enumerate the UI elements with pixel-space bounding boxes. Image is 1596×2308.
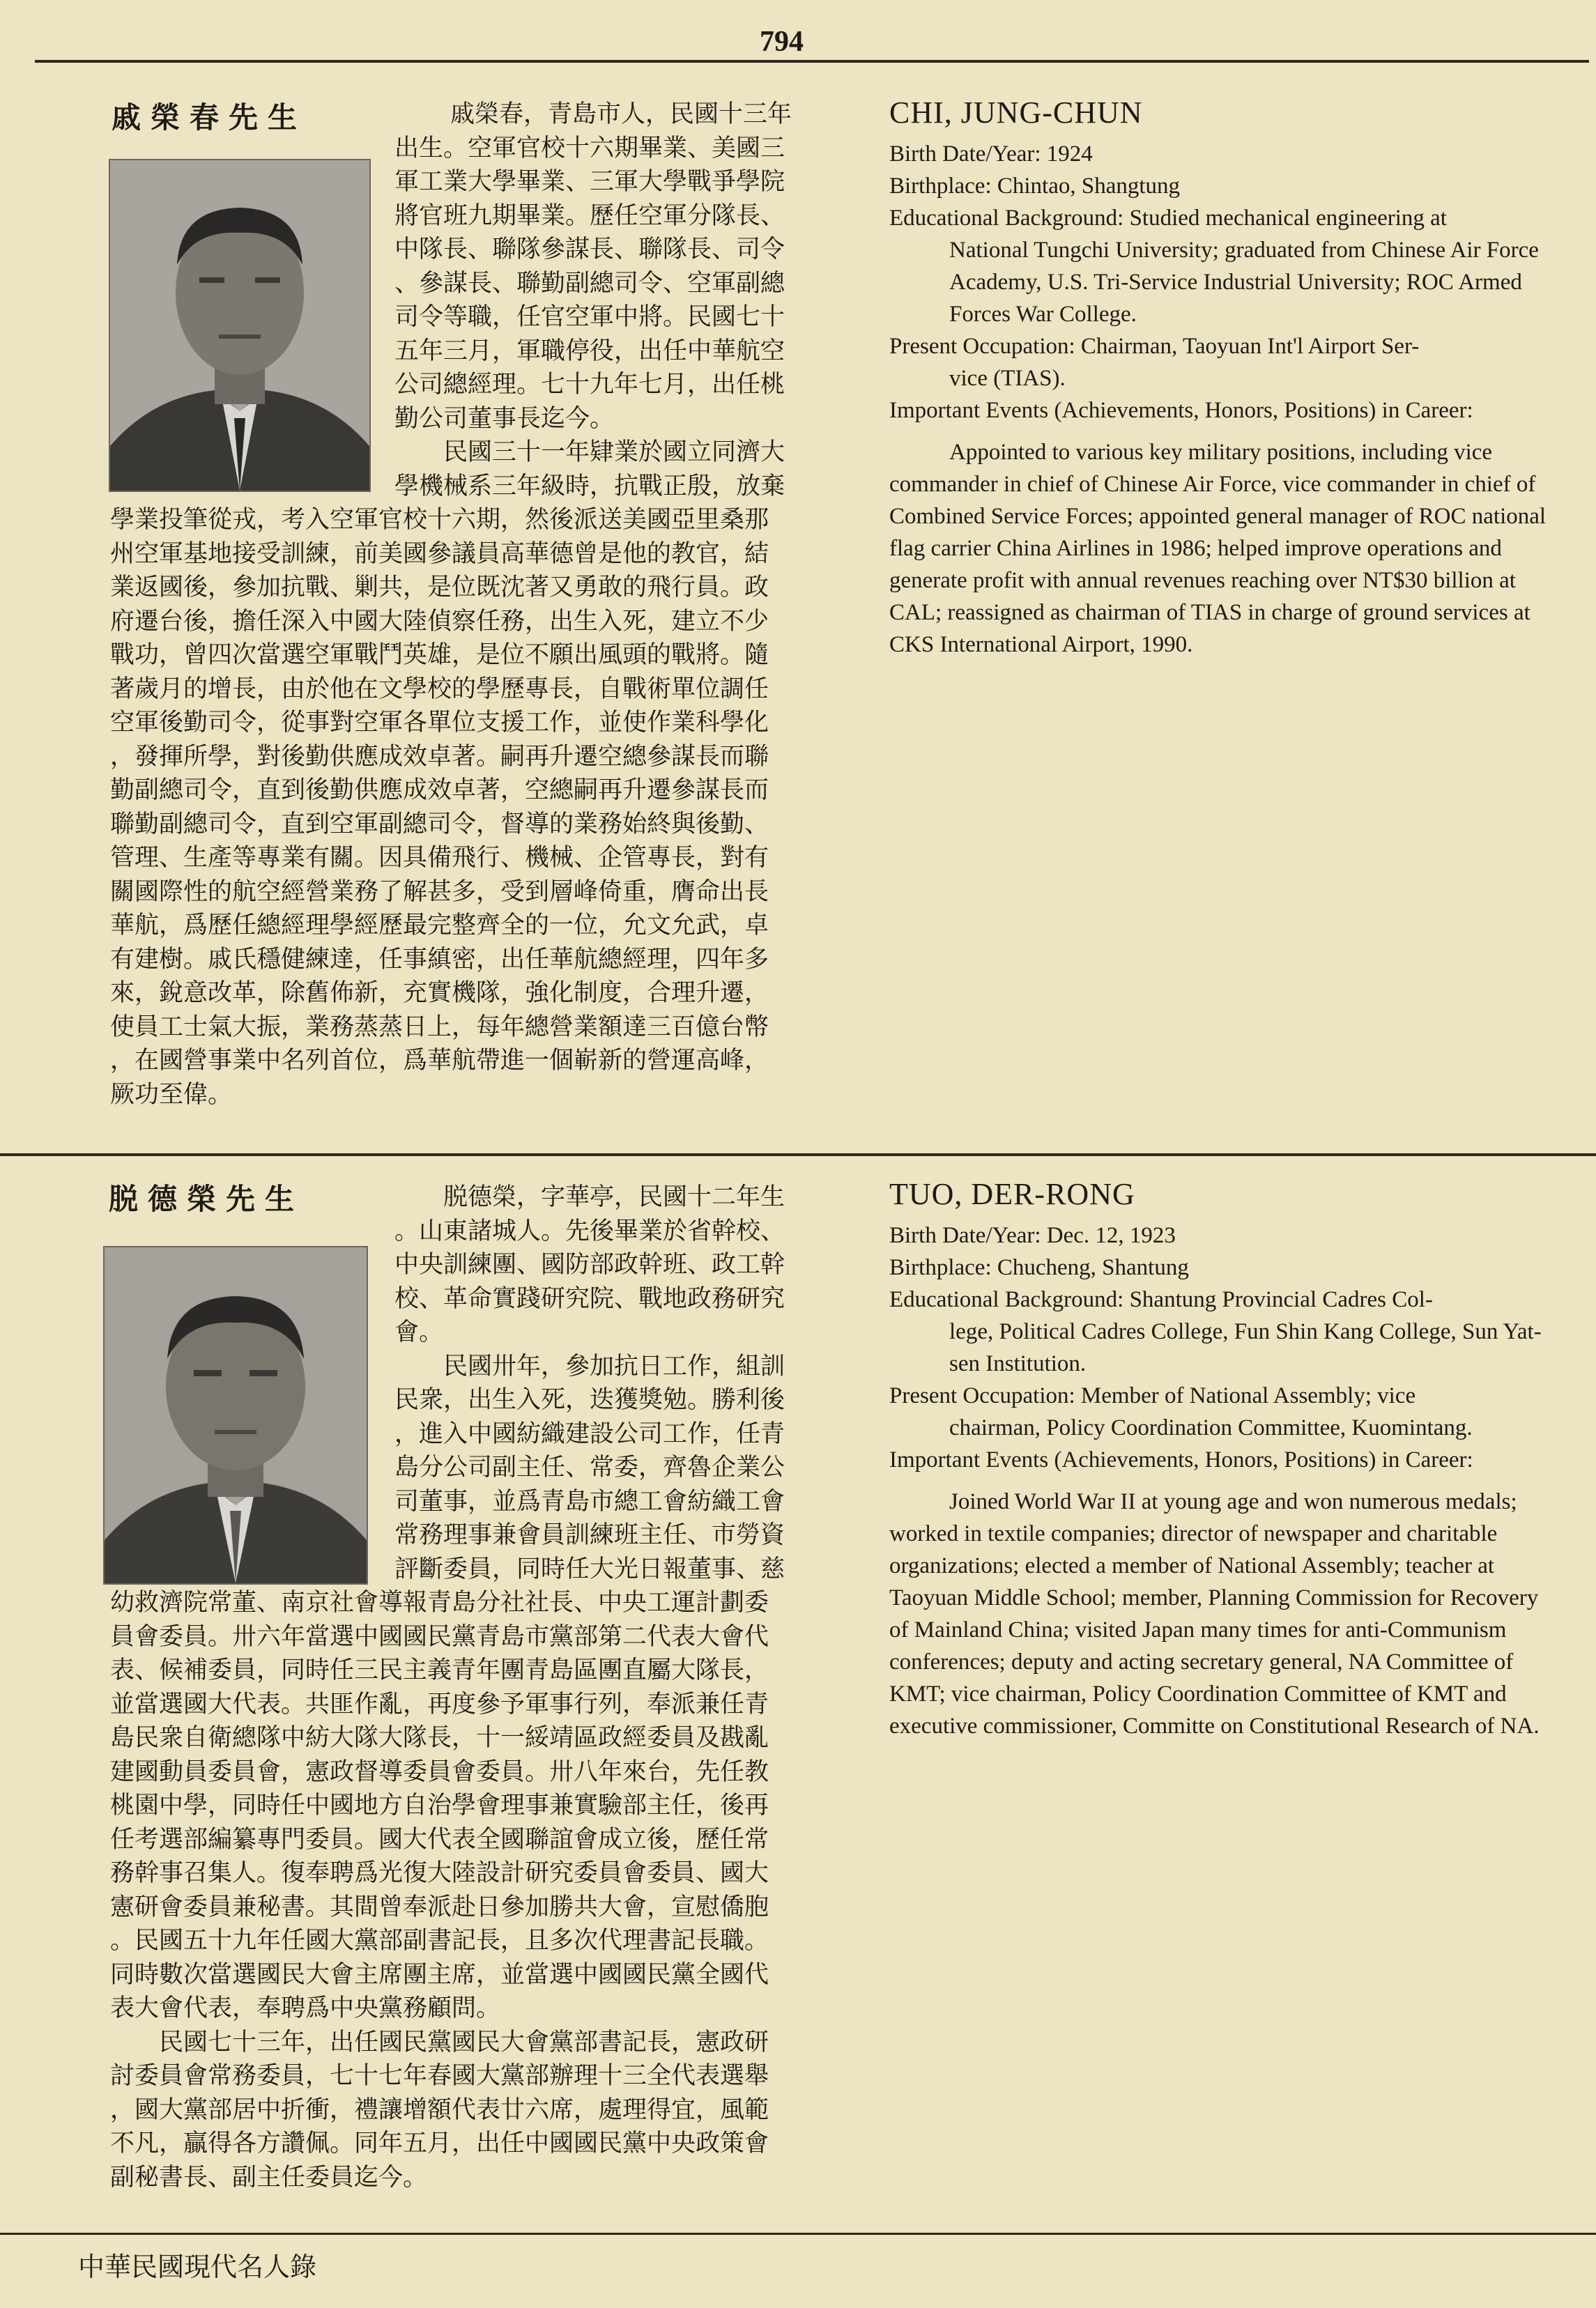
entry-1-birthplace: Birthplace: Chintao, Shangtung <box>889 174 1181 199</box>
entry-2-zh-line: 民衆，出生入死，迭獲獎勉。勝利後 <box>394 1386 785 1414</box>
entry-1-zh-line: 聯勤副總司令，直到空軍副總司令，督導的業務始終與後勤、 <box>110 810 769 838</box>
entry-1-zh-line: 厥功至偉。 <box>110 1080 233 1109</box>
entry-2-zh-line: 民國七十三年，出任國民黨國民大會黨部書記長，憲政研 <box>159 2028 769 2056</box>
entry-1-zh-line: 將官班九期畢業。歷任空軍分隊長、 <box>394 201 785 230</box>
entry-1-education-label: Educational Background: Studied mechanical engineering at <box>889 206 1447 231</box>
entry-2-zh-line: 中央訓練團、國防部政幹班、政工幹 <box>394 1251 785 1279</box>
entry-1-english-name: CHI, JUNG-CHUN <box>889 95 1143 130</box>
entry-1-zh-line: 著歲月的增長，由於他在文學校的學歷專長，自戰術單位調任 <box>110 675 769 703</box>
entry-2-zh-line: 憲研會委員兼秘書。其間曾奉派赴日參加勝共大會，宣慰僑胞 <box>110 1893 769 1921</box>
entry-2-zh-line: ，進入中國紡織建設公司工作，任青 <box>394 1420 785 1448</box>
entry-2-zh-line: 。山東諸城人。先後畢業於省幹校、 <box>394 1217 785 1245</box>
entry-2-occupation-detail: chairman, Policy Coordination Committee, Kuomintang. <box>949 1415 1473 1440</box>
entry-2-birthplace: Birthplace: Chucheng, Shantung <box>889 1255 1189 1280</box>
entry-2-zh-line: 司董事，並爲青島市總工會紡織工會 <box>394 1487 785 1516</box>
entry-2-zh-line: 副秘書長、副主任委員迄今。 <box>110 2163 428 2192</box>
entry-1-zh-line: 司令等職，任官空軍中將。民國七十 <box>394 303 785 331</box>
entry-1-occupation-detail: vice (TIAS). <box>949 366 1066 391</box>
entry-2-education-label: Educational Background: Shantung Provincial Cadres Col- <box>889 1287 1433 1312</box>
entry-1-zh-line: 民國三十一年肄業於國立同濟大 <box>443 438 785 466</box>
entry-2-zh-line: 表大會代表，奉聘爲中央黨務顧問。 <box>110 1994 501 2022</box>
section-divider <box>0 1153 1596 1156</box>
entry-2-events-label: Important Events (Achievements, Honors, Positions) in Career: <box>889 1447 1473 1472</box>
entry-2-zh-line: 島民衆自衛總隊中紡大隊大隊長，十一綏靖區政經委員及戡亂 <box>110 1724 769 1752</box>
entry-1-chinese-bio-top <box>394 98 821 503</box>
entry-1-occupation-label: Present Occupation: Chairman, Taoyuan Int'l Airport Ser- <box>889 334 1420 359</box>
entry-1-zh-line: 空軍後勤司令，從事對空軍各單位支援工作，並使作業科學化 <box>110 709 769 737</box>
entry-1-zh-line: 出生。空軍官校十六期畢業、美國三 <box>394 134 785 162</box>
entry-1-events-detail: Appointed to various key military positions, including vice commander in chief of Chinese Air Force, vice commander in chief of Combined Service Forces; appointed general manager of ROC national flag carrier China Airlines in 1986; helped improve operations and generate profit with annual revenues reaching over NT$30 billion at CAL; reassigned as chairman of TIAS in charge of ground services at CKS International Airport, 1990. <box>889 440 1547 657</box>
entry-1-zh-line: 管理、生產等專業有關。因具備飛行、機械、企管專長，對有 <box>110 844 769 872</box>
entry-1-events-label: Important Events (Achievements, Honors, Positions) in Career: <box>889 398 1473 423</box>
entry-1-zh-line: ，在國營事業中名列首位，爲華航帶進一個嶄新的營運高峰， <box>110 1047 769 1075</box>
entry-1-zh-line: 使員工士氣大振，業務蒸蒸日上，每年總營業額達三百億台幣 <box>110 1013 769 1041</box>
entry-2-zh-line: 幼救濟院常董、南京社會導報青島分社社長、中央工運計劃委 <box>110 1589 769 1617</box>
entry-2-zh-line: 脱德榮，字華亭，民國十二年生 <box>443 1183 785 1211</box>
entry-1-zh-line: 學機械系三年級時，抗戰正殷，放棄 <box>394 472 785 500</box>
entry-2-zh-line: 。民國五十九年任國大黨部副書記長，且多次代理書記長職。 <box>110 1927 769 1955</box>
entry-1-portrait-photo <box>109 159 371 492</box>
entry-2-zh-line: 校、革命實踐研究院、戰地政務研究 <box>394 1284 785 1313</box>
entry-1-zh-line: 五年三月，軍職停役，出任中華航空 <box>394 337 785 365</box>
entry-2-zh-line: 表、候補委員，同時任三民主義青年團青島區團直屬大隊長， <box>110 1656 769 1684</box>
entry-2-zh-line: 務幹事召集人。復奉聘爲光復大陸設計研究委員會委員、國大 <box>110 1859 769 1887</box>
entry-1-zh-line: 軍工業大學畢業、三軍大學戰爭學院 <box>394 168 785 196</box>
entry-2-zh-line: 常務理事兼會員訓練班主任、市勞資 <box>394 1521 785 1549</box>
entry-1-zh-line: 府遷台後，擔任深入中國大陸偵察任務，出生入死，建立不少 <box>110 607 769 636</box>
entry-2-zh-line: 不凡，贏得各方讚佩。同年五月，出任中國國民黨中央政策會 <box>110 2130 769 2157</box>
book-title-footer: 中華民國現代名人錄 <box>78 2252 317 2282</box>
entry-2-zh-line: 建國動員委員會，憲政督導委員會委員。卅八年來台，先任教 <box>110 1757 769 1786</box>
entry-2-zh-line: 桃園中學，同時任中國地方自治學會理事兼實驗部主任，後再 <box>110 1792 769 1820</box>
entry-1-zh-line: 華航，爲歷任總經理學經歷最完整齊全的一位，允文允武，卓 <box>110 911 769 939</box>
entry-2-english-name: TUO, DER-RONG <box>889 1177 1135 1211</box>
entry-1-education-detail: National Tungchi University; graduated from Chinese Air Force Academy, U.S. Tri-Service Industrial University; ROC Armed Forces War College. <box>949 238 1539 327</box>
entry-1-zh-line: 、參謀長、聯勤副總司令、空軍副總 <box>394 269 785 298</box>
entry-1-zh-line: 關國際性的航空經營業務了解甚多，受到層峰倚重，膺命出長 <box>110 877 769 906</box>
entry-2-zh-line: 島分公司副主任、常委，齊魯企業公 <box>394 1454 785 1482</box>
entry-2-zh-line: 員會委員。卅六年當選中國國民黨青島市黨部第二代表大會代 <box>110 1622 769 1651</box>
entry-2-zh-line: 會。 <box>394 1318 444 1346</box>
bottom-rule <box>0 2233 1596 2235</box>
entry-2-chinese-heading: 脱德榮先生 <box>109 1182 305 1216</box>
entry-2-education-detail: lege, Political Cadres College, Fun Shin Kang College, Sun Yat-sen Institution. <box>949 1319 1542 1376</box>
entry-2-portrait-photo <box>103 1246 368 1585</box>
entry-1-zh-line: ，發揮所學，對後勤供應成效卓著。嗣再升遷空總參謀長而聯 <box>110 742 769 771</box>
entry-2-english-bio <box>889 1176 1558 1742</box>
entry-1-zh-line: 業返國後，參加抗戰、剿共，是位既沈著又勇敢的飛行員。政 <box>110 574 769 601</box>
entry-1-zh-line: 勤副總司令，直到後勤供應成效卓著，空總嗣再升遷參謀長而 <box>110 776 769 804</box>
entry-2-birth-date: Birth Date/Year: Dec. 12, 1923 <box>889 1223 1176 1248</box>
entry-1-zh-line: 戚榮春，青島市人，民國十三年 <box>450 100 792 128</box>
entry-1-zh-line: 勤公司董事長迄今。 <box>394 404 615 433</box>
entry-2-zh-line: 並當選國大代表。共匪作亂，再度參予軍事行列，奉派兼任青 <box>110 1690 769 1718</box>
top-rule <box>35 60 1589 63</box>
page-number: 794 <box>760 26 804 58</box>
entry-2-zh-line: 民國卅年，參加抗日工作，組訓 <box>443 1352 785 1380</box>
entry-2-zh-line: 同時數次當選國民大會主席團主席，並當選中國國民黨全國代 <box>110 1960 769 1989</box>
entry-1-zh-line: 學業投筆從戎，考入空軍官校十六期，然後派送美國亞里桑那 <box>110 506 769 534</box>
entry-1-zh-line: 有建樹。戚氏穩健練達，任事縝密，出任華航總經理，四年多 <box>110 945 769 974</box>
entry-2-chinese-bio-body <box>110 1586 821 2194</box>
entry-2-events-detail: Joined World War II at young age and won numerous medals; worked in textile companies; director of newspaper and charitable organizations; elected a member of National Assembly; teacher at Taoyuan Middle School; member, Planning Commission for Recovery of Mainland China; visited Japan many times for anti-Communism conferences; deputy and acting secretary general, NA Committee of KMT; vice chairman, Policy Coordination Committee of KMT and executive commissioner, Committe on Constitutional Research of NA. <box>889 1489 1540 1739</box>
entry-2-zh-line: ，國大黨部居中折衝，禮讓增額代表廿六席，處理得宜，風範 <box>110 2095 769 2124</box>
entry-1-zh-line: 戰功，曾四次當選空軍戰鬥英雄，是位不願出風頭的戰將。隨 <box>110 641 769 669</box>
entry-1-zh-line: 公司總經理。七十九年七月，出任桃 <box>394 371 785 399</box>
entry-1-chinese-heading: 戚榮春先生 <box>112 100 307 134</box>
entry-2-occupation-label: Present Occupation: Member of National Assembly; vice <box>889 1383 1416 1408</box>
entry-1-zh-line: 州空軍基地接受訓練，前美國參議員高華德曾是他的教官，結 <box>110 539 769 568</box>
entry-1-english-bio <box>889 95 1558 661</box>
entry-2-zh-line: 任考選部編纂專門委員。國大代表全國聯誼會成立後，歷任常 <box>110 1825 769 1854</box>
entry-2-chinese-bio-top <box>394 1180 821 1586</box>
entry-1-birth-date: Birth Date/Year: 1924 <box>889 141 1093 167</box>
entry-2-zh-line: 評斷委員，同時任大光日報董事、慈 <box>394 1555 785 1583</box>
entry-2-zh-line: 討委員會常務委員，七十七年春國大黨部辦理十三全代表選舉 <box>110 2062 769 2090</box>
entry-1-zh-line: 來，銳意改革，除舊佈新，充實機隊，強化制度，合理升遷， <box>110 979 769 1007</box>
entry-1-zh-line: 中隊長、聯隊參謀長、聯隊長、司令 <box>394 236 785 263</box>
entry-1-chinese-bio-body <box>110 503 821 1111</box>
